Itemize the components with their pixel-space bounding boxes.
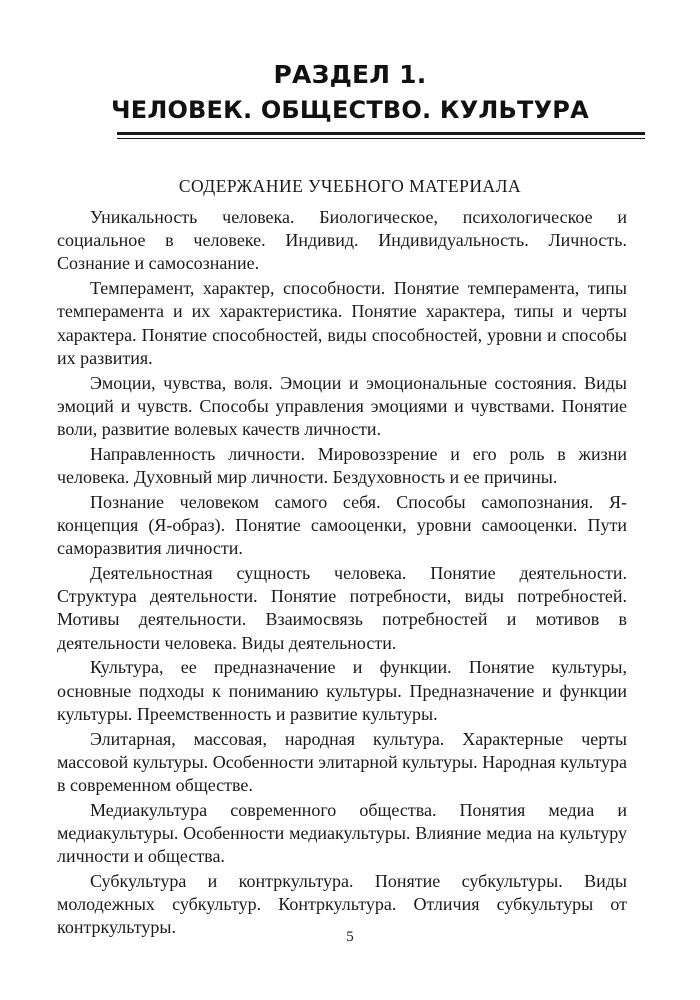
body-text: [57, 206, 627, 941]
heading-rule-thick: [117, 132, 645, 135]
page-number: 5: [346, 929, 354, 945]
heading-rule-thin: [117, 138, 645, 139]
paragraph: Эмоции, чувства, воля. Эмоции и эмоциональные состояния. Виды эмоций и чувств. Способы управления эмоциями и чувствами. Понятие воли, развитие волевых качеств личности.: [57, 372, 627, 440]
paragraph: Деятельностная сущность человека. Понятие деятельности. Структура деятельности. Понятие потребности, виды потребностей. Мотивы деятельности. Взаимосвязь потребностей и мотивов в деятельности человека. Виды деятельности.: [57, 563, 627, 653]
paragraph: Уникальность человека. Биологическое, психологическое и социальное в человеке. Индивид. Индивидуальность. Личность. Сознание и самосознание.: [57, 207, 627, 274]
paragraph: Направленность личности. Мировоззрение и его роль в жизни человека. Духовный мир личности. Бездуховность и ее причины.: [57, 443, 627, 488]
section-title-heading: ЧЕЛОВЕК. ОБЩЕСТВО. КУЛЬТУРА: [111, 96, 589, 124]
paragraph: Познание человеком самого себя. Способы самопознания. Я-концепция (Я-образ). Понятие самооценки, уровни самооценки. Пути саморазвития личности.: [57, 491, 627, 559]
section-number-heading: РАЗДЕЛ 1.: [273, 60, 427, 89]
paragraph: Медиакультура современного общества. Понятия медиа и медиакультуры. Особенности медиакультуры. Влияние медиа на культуру личности и общества.: [57, 799, 627, 867]
content-subheading: СОДЕРЖАНИЕ УЧЕБНОГО МАТЕРИАЛА: [178, 176, 522, 196]
paragraph: Элитарная, массовая, народная культура. Характерные черты массовой культуры. Особенности элитарной культуры. Народная культура в современном обществе.: [57, 728, 627, 796]
paragraph: Субкультура и контркультура. Понятие субкультуры. Виды молодежных субкультур. Контркультура. Отличия субкультуры от контркультуры.: [57, 871, 627, 938]
paragraph: Темперамент, характер, способности. Понятие темперамента, типы темперамента и их характеристика. Понятие характера, типы и черты характера. Понятие способностей, виды способностей, уровни и способы их развития.: [57, 278, 627, 368]
paragraph: Культура, ее предназначение и функции. Понятие культуры, основные подходы к пониманию культуры. Предназначение и функции культуры. Преемственность и развитие культуры.: [57, 657, 627, 724]
